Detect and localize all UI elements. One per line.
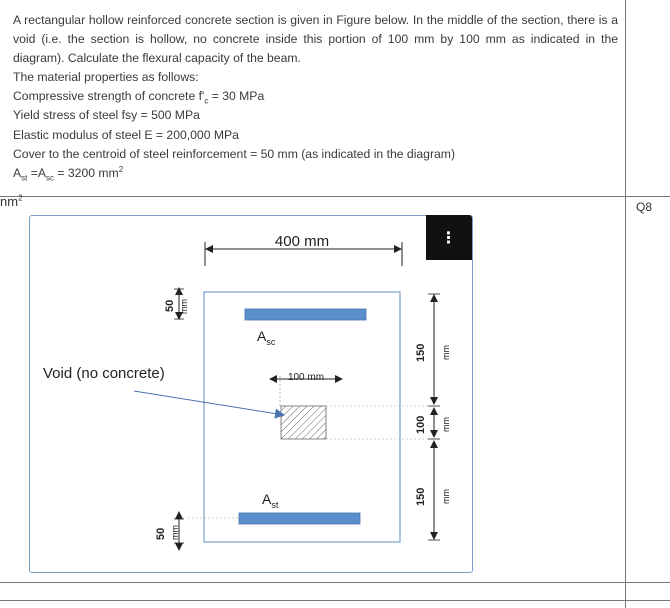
bottom-cover-unit: mm — [170, 525, 180, 540]
property-fc: Compressive strength of concrete $f'_c = 30$ MPa — [13, 89, 265, 106]
table-border-right-inner — [625, 0, 626, 608]
property-steel-area: $A_{st} =A_{sc} = 3200$ $mm^2$ — [13, 164, 124, 183]
question-number: Q8 — [636, 200, 653, 214]
material-heading: The material properties as follows: — [13, 70, 199, 85]
ast-label: $A_{st}$ — [262, 491, 279, 510]
property-elastic-modulus: Elastic modulus of steel E = 200,000 MPa — [13, 127, 239, 142]
question-text — [13, 11, 618, 183]
property-fsy: Yield stress of steel fsy = 500 MPa — [13, 108, 200, 123]
table-row-divider — [0, 196, 670, 197]
dim-mid-number: 100 — [415, 415, 427, 434]
width-label: 400 mm — [274, 233, 330, 250]
void-region — [281, 406, 326, 439]
table-row-divider-lower — [0, 582, 670, 583]
table-bottom-border — [0, 600, 670, 601]
question-paragraph: A rectangular hollow reinforced concrete section is given in Figure below. In the middle of the section, there is a void (i.e. the section is hollow, no concrete inside this portion of 100 mm by 100 mm as indicated in the diagram). Calculate the flexural capacity of the beam. — [13, 13, 618, 66]
section-diagram — [30, 216, 472, 572]
void-label: Void (no concrete) — [43, 365, 165, 382]
property-cover: Cover to the centroid of steel reinforcement = 50 mm (as indicated in the diagram) — [13, 146, 456, 161]
cut-off-text: $nm^2$ — [0, 193, 23, 209]
more-options-button[interactable]: ⋮ — [426, 215, 472, 260]
dim-bottom-unit: mm — [441, 489, 451, 504]
bottom-cover-number: 50 — [155, 527, 167, 540]
dim-top-unit: mm — [441, 345, 451, 360]
tension-steel-bar — [239, 513, 360, 524]
dim-mid-unit: mm — [441, 417, 451, 432]
void-width-label: 100 mm — [287, 372, 325, 383]
dim-bottom-number: 150 — [415, 487, 427, 506]
dim-top-number: 150 — [415, 343, 427, 362]
top-cover-number: 50 — [164, 299, 176, 312]
section-figure — [29, 215, 473, 573]
top-cover-unit: mm — [179, 299, 189, 314]
asc-label: $A_{sc}$ — [257, 328, 276, 347]
compression-steel-bar — [245, 309, 366, 320]
